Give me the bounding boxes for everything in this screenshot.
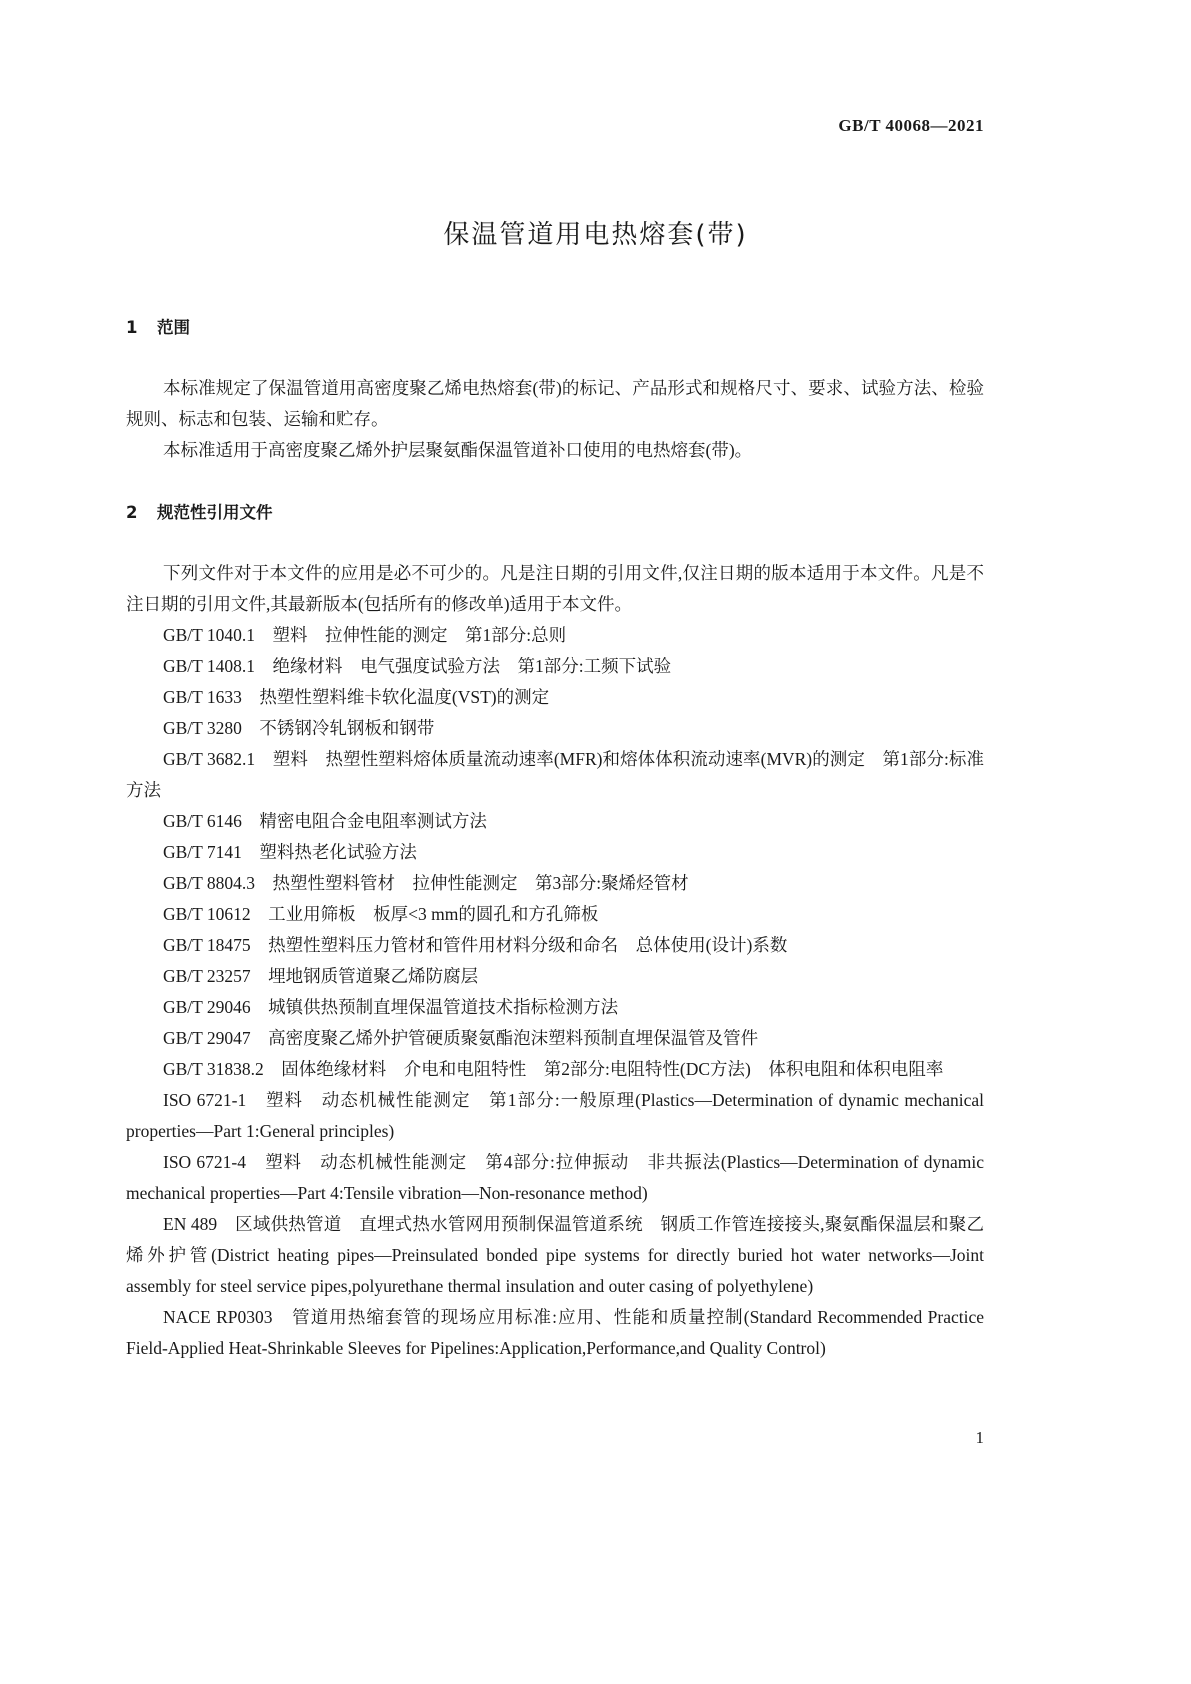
reference-item: EN 489 区域供热管道 直埋式热水管网用预制保温管道系统 钢质工作管连接接头,聚氨酯保温层和聚乙烯外护管(District heating pipes—Preinsulated bonded pipe systems for directly buried hot water networks—Joint assembly for steel service pipes,polyurethane thermal insulation and outer casing of polyethylene) <box>126 1214 984 1296</box>
paragraph: 本标准适用于高密度聚乙烯外护层聚氨酯保温管道补口使用的电热熔套(带)。 <box>163 440 753 460</box>
reference-item: GB/T 29046 城镇供热预制直埋保温管道技术指标检测方法 <box>163 997 619 1017</box>
reference-item: GB/T 1633 热塑性塑料维卡软化温度(VST)的测定 <box>163 687 550 707</box>
paragraph: 本标准规定了保温管道用高密度聚乙烯电热熔套(带)的标记、产品形式和规格尺寸、要求、试验方法、检验规则、标志和包装、运输和贮存。 <box>126 378 984 429</box>
section-normative-references <box>126 497 984 1364</box>
section-number: 1 <box>126 318 138 337</box>
reference-item: GB/T 29047 高密度聚乙烯外护管硬质聚氨酯泡沫塑料预制直埋保温管及管件 <box>163 1028 759 1048</box>
reference-item: GB/T 10612 工业用筛板 板厚<3 mm的圆孔和方孔筛板 <box>163 904 599 924</box>
reference-item: GB/T 3280 不锈钢冷轧钢板和钢带 <box>163 718 435 738</box>
section-heading <box>126 312 984 343</box>
reference-item: GB/T 1040.1 塑料 拉伸性能的测定 第1部分:总则 <box>163 625 567 645</box>
section-number: 2 <box>126 503 138 522</box>
section-scope <box>126 312 984 466</box>
page-number: 1 <box>975 1428 984 1447</box>
reference-item: GB/T 3682.1 塑料 热塑性塑料熔体质量流动速率(MFR)和熔体体积流动速率(MVR)的测定 第1部分:标准方法 <box>126 749 984 800</box>
section-title: 规范性引用文件 <box>157 503 273 522</box>
reference-item: GB/T 6146 精密电阻合金电阻率测试方法 <box>163 811 487 831</box>
reference-item: ISO 6721-4 塑料 动态机械性能测定 第4部分:拉伸振动 非共振法(Plastics—Determination of dynamic mechanical properties—Part 4:Tensile vibration—Non-resonance method) <box>126 1152 984 1203</box>
reference-item: GB/T 1408.1 绝缘材料 电气强度试验方法 第1部分:工频下试验 <box>163 656 672 676</box>
section-title: 范围 <box>157 318 190 337</box>
standard-number-header: GB/T 40068—2021 <box>838 116 984 135</box>
reference-item: NACE RP0303 管道用热缩套管的现场应用标准:应用、性能和质量控制(Standard Recommended Practice Field-Applied Heat-Shrinkable Sleeves for Pipelines:Application,Performance,and Quality Control) <box>126 1307 984 1358</box>
reference-item: GB/T 8804.3 热塑性塑料管材 拉伸性能测定 第3部分:聚烯烃管材 <box>163 873 689 893</box>
reference-item: GB/T 7141 塑料热老化试验方法 <box>163 842 417 862</box>
paragraph: 下列文件对于本文件的应用是必不可少的。凡是注日期的引用文件,仅注日期的版本适用于本文件。凡是不注日期的引用文件,其最新版本(包括所有的修改单)适用于本文件。 <box>126 563 984 614</box>
reference-item: GB/T 31838.2 固体绝缘材料 介电和电阻特性 第2部分:电阻特性(DC方法) 体积电阻和体积电阻率 <box>163 1059 944 1079</box>
reference-item: ISO 6721-1 塑料 动态机械性能测定 第1部分:一般原理(Plastics—Determination of dynamic mechanical properties—Part 1:General principles) <box>126 1090 984 1141</box>
reference-item: GB/T 23257 埋地钢质管道聚乙烯防腐层 <box>163 966 479 986</box>
document-title: 保温管道用电热熔套(带) <box>443 220 748 250</box>
section-heading <box>126 497 984 528</box>
reference-list <box>126 620 984 1364</box>
reference-item: GB/T 18475 热塑性塑料压力管材和管件用材料分级和命名 总体使用(设计)系数 <box>163 935 788 955</box>
